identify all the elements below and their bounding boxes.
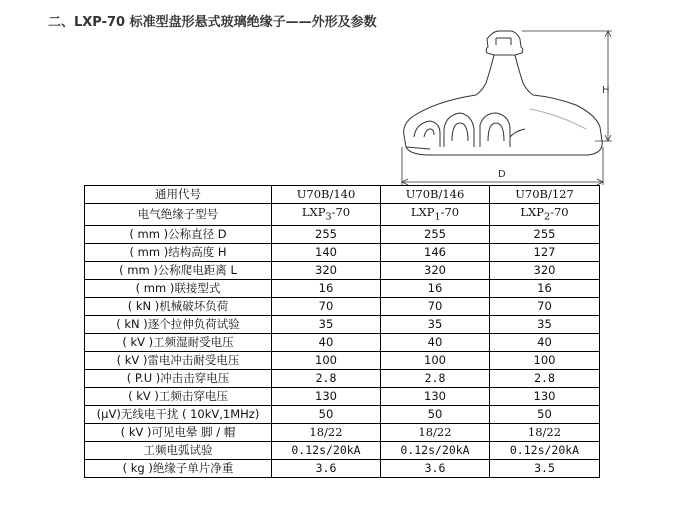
model-tail: -70 [331,205,351,219]
cell: 18/22 [381,424,490,442]
cell: 40 [272,334,381,352]
row-label: ( kV )可见电晕 脚 / 帽 [85,424,272,442]
row-label: ( P.U )冲击击穿电压 [85,370,272,388]
cell: 16 [272,280,381,298]
cell: 3.6 [381,460,490,478]
spec-table [84,185,600,478]
cell: 40 [490,334,600,352]
table-row [85,280,600,298]
table-row [85,406,600,424]
cell: 255 [272,226,381,244]
cell: 320 [490,262,600,280]
cell: 255 [490,226,600,244]
table-row [85,442,600,460]
model-sub: 2 [543,211,551,223]
cell: 127 [490,244,600,262]
cell: 35 [272,316,381,334]
cell: U70B/146 [381,186,490,204]
cell: 35 [381,316,490,334]
diameter-dim-label: D [498,169,506,180]
row-label: 通用代号 [85,186,272,204]
model-base: LXP [301,205,326,219]
cell: 320 [272,262,381,280]
model-sub: 3 [325,211,332,223]
row-label: ( kV )雷电冲击耐受电压 [85,352,272,370]
cell: 18/22 [272,424,381,442]
row-label: ( kV )工频湿耐受电压 [85,334,272,352]
row-label: (μV)无线电干扰 ( 10kV,1MHz) [85,406,272,424]
table-row [85,186,600,204]
insulator-drawing [390,25,620,190]
cell: 100 [381,352,490,370]
cell: 140 [272,244,381,262]
table-row [85,370,600,388]
cell: 130 [490,388,600,406]
cell: 50 [272,406,381,424]
cell: 100 [490,352,600,370]
table-row [85,262,600,280]
cell: 320 [381,262,490,280]
table-row [85,244,600,262]
height-dim-label: H [602,85,610,96]
row-label: 工频电弧试验 [85,442,272,460]
cell: 16 [490,280,600,298]
table-row [85,424,600,442]
row-label: 电气绝缘子型号 [85,204,272,226]
cell: 100 [272,352,381,370]
cell: 255 [381,226,490,244]
cell: 70 [381,298,490,316]
page-title: 二、LXP-70 标准型盘形悬式玻璃绝缘子——外形及参数 [48,15,377,30]
table-row [85,226,600,244]
row-label: ( kN )机械破坏负荷 [85,298,272,316]
cell [490,204,600,226]
cell: 40 [381,334,490,352]
cell: 70 [272,298,381,316]
row-label: ( kV )工频击穿电压 [85,388,272,406]
row-label: ( kg )绝缘子单片净重 [85,460,272,478]
cell: 70 [490,298,600,316]
model-sub: 1 [434,211,441,223]
cell: 16 [381,280,490,298]
cell: 2.8 [381,370,490,388]
model-tail: -70 [550,205,569,219]
model-base: LXP [410,205,435,219]
cell: U70B/140 [272,186,381,204]
row-label: ( kN )逐个拉伸负荷试验 [85,316,272,334]
cell: 0.12s/20kA [272,442,381,460]
cell: 3.5 [490,460,600,478]
cell [381,204,490,226]
row-label: ( mm )联接型式 [85,280,272,298]
table-row [85,298,600,316]
model-tail: -70 [440,205,460,219]
cell: 130 [381,388,490,406]
cell: 146 [381,244,490,262]
row-label: ( mm )公称爬电距离 L [85,262,272,280]
table-row [85,352,600,370]
row-label: ( mm )公称直径 D [85,226,272,244]
cell [272,204,381,226]
cell: 130 [272,388,381,406]
cell: 50 [381,406,490,424]
cell: 0.12s/20kA [381,442,490,460]
table-row [85,316,600,334]
cell: 18/22 [490,424,600,442]
table-row [85,334,600,352]
model-base: LXP [520,205,544,219]
table-row [85,460,600,478]
cell: 50 [490,406,600,424]
cell: 2.8 [490,370,600,388]
row-label: ( mm )结构高度 H [85,244,272,262]
table-row [85,204,600,226]
cell: 3.6 [272,460,381,478]
cell: 0.12s/20kA [490,442,600,460]
cell: 35 [490,316,600,334]
cell: 2.8 [272,370,381,388]
table-row [85,388,600,406]
cell: U70B/127 [490,186,600,204]
